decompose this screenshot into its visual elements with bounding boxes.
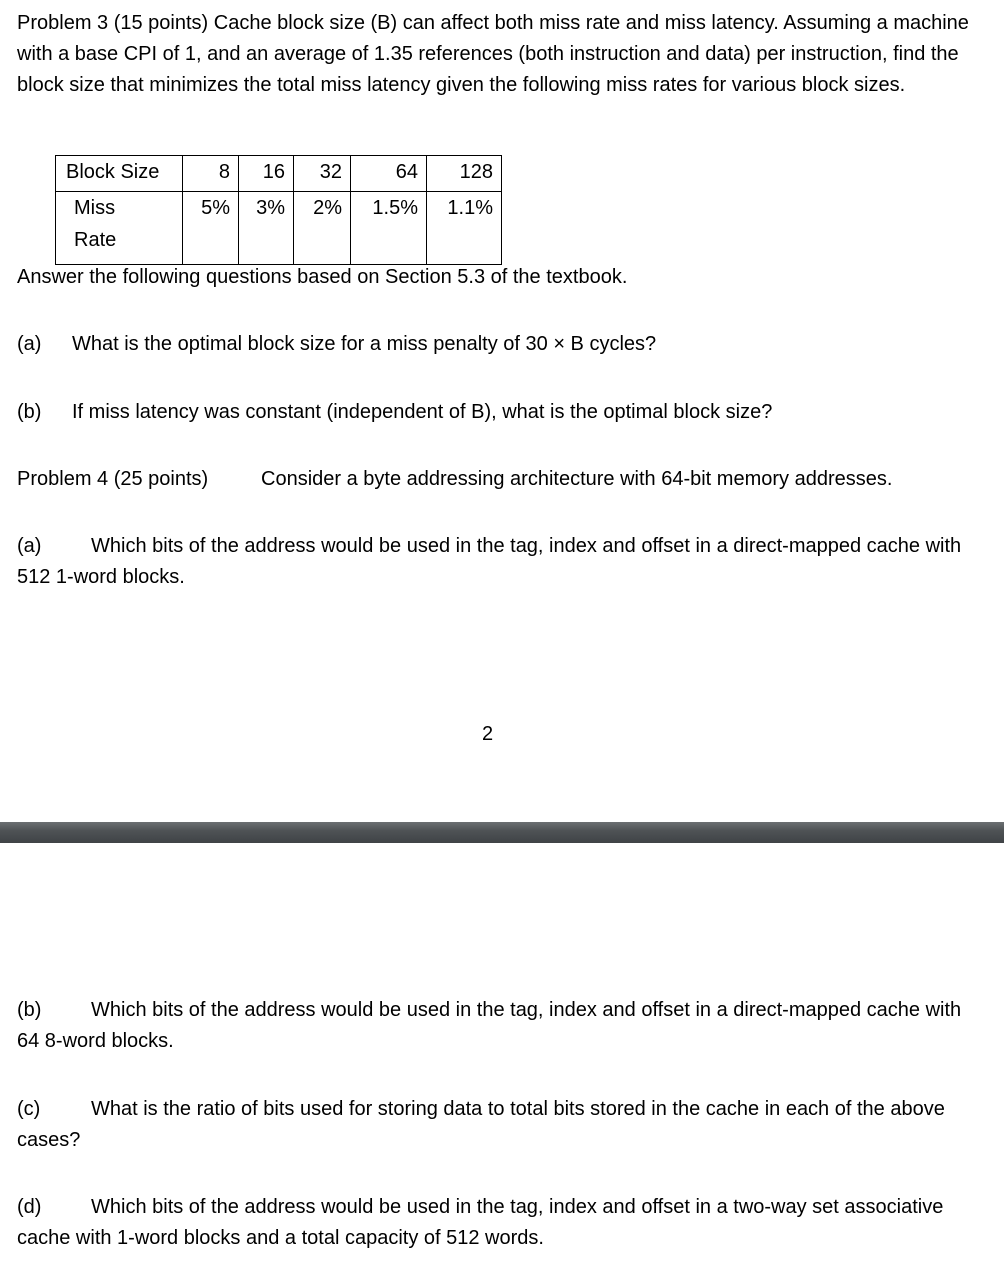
problem4-question-b	[17, 995, 977, 1057]
table-row	[56, 192, 502, 265]
problem3-intro: Problem 3 (15 points) Cache block size (B) can affect both miss rate and miss latency. Assuming a machine with a base CPI of 1, and an average of 1.35 references (both instruction and data) per instruction, find the block size that minimizes the total miss latency given the following miss rates for various block sizes.	[17, 12, 969, 96]
problem3-question-a	[17, 329, 656, 360]
problem3-question-b	[17, 397, 772, 428]
problem4-heading	[17, 464, 892, 495]
miss-rate-cell: 5%	[183, 192, 239, 265]
question-text: What is the optimal block size for a miss penalty of 30 × B cycles?	[72, 333, 657, 355]
question-label: (b)	[17, 999, 42, 1021]
question-text: What is the ratio of bits used for storing data to total bits stored in the cache in each of the above cases?	[17, 1098, 945, 1151]
question-label: (d)	[17, 1196, 42, 1218]
miss-rate-cell: 2%	[294, 192, 351, 265]
problem4-title: Problem 4 (25 points)	[17, 468, 209, 490]
block-size-cell: 32	[294, 156, 351, 192]
page-break-divider	[0, 822, 1004, 843]
problem4-question-a	[17, 531, 977, 593]
question-label: (b)	[17, 401, 42, 423]
answer-instruction: Answer the following questions based on Section 5.3 of the textbook.	[17, 266, 628, 288]
problem4-intro: Consider a byte addressing architecture with 64-bit memory addresses.	[261, 468, 893, 490]
question-label: (a)	[17, 333, 42, 355]
block-size-cell: 8	[183, 156, 239, 192]
problem4-question-c	[17, 1094, 977, 1156]
miss-rate-cell: 1.1%	[427, 192, 502, 265]
question-text: Which bits of the address would be used in the tag, index and offset in a two-way set associative cache with 1-word blocks and a total capacity of 512 words.	[17, 1196, 944, 1249]
table-row	[56, 156, 502, 192]
block-size-cell: 64	[351, 156, 427, 192]
block-size-cell: 16	[239, 156, 294, 192]
question-label: (a)	[17, 535, 42, 557]
miss-rate-table	[55, 155, 502, 265]
question-label: (c)	[17, 1098, 41, 1120]
block-size-cell: 128	[427, 156, 502, 192]
miss-rate-cell: 3%	[239, 192, 294, 265]
miss-rate-cell: 1.5%	[351, 192, 427, 265]
question-text: If miss latency was constant (independent of B), what is the optimal block size?	[72, 401, 773, 423]
miss-rate-header	[56, 192, 183, 265]
problem4-question-d	[17, 1192, 977, 1254]
block-size-header: Block Size	[56, 156, 183, 192]
miss-rate-header-line1: Miss	[74, 197, 116, 219]
page-number: 2	[482, 723, 494, 745]
miss-rate-header-line2: Rate	[74, 229, 117, 251]
question-text: Which bits of the address would be used in the tag, index and offset in a direct-mapped cache with 512 1-word blocks.	[17, 535, 962, 588]
question-text: Which bits of the address would be used in the tag, index and offset in a direct-mapped cache with 64 8-word blocks.	[17, 999, 962, 1052]
